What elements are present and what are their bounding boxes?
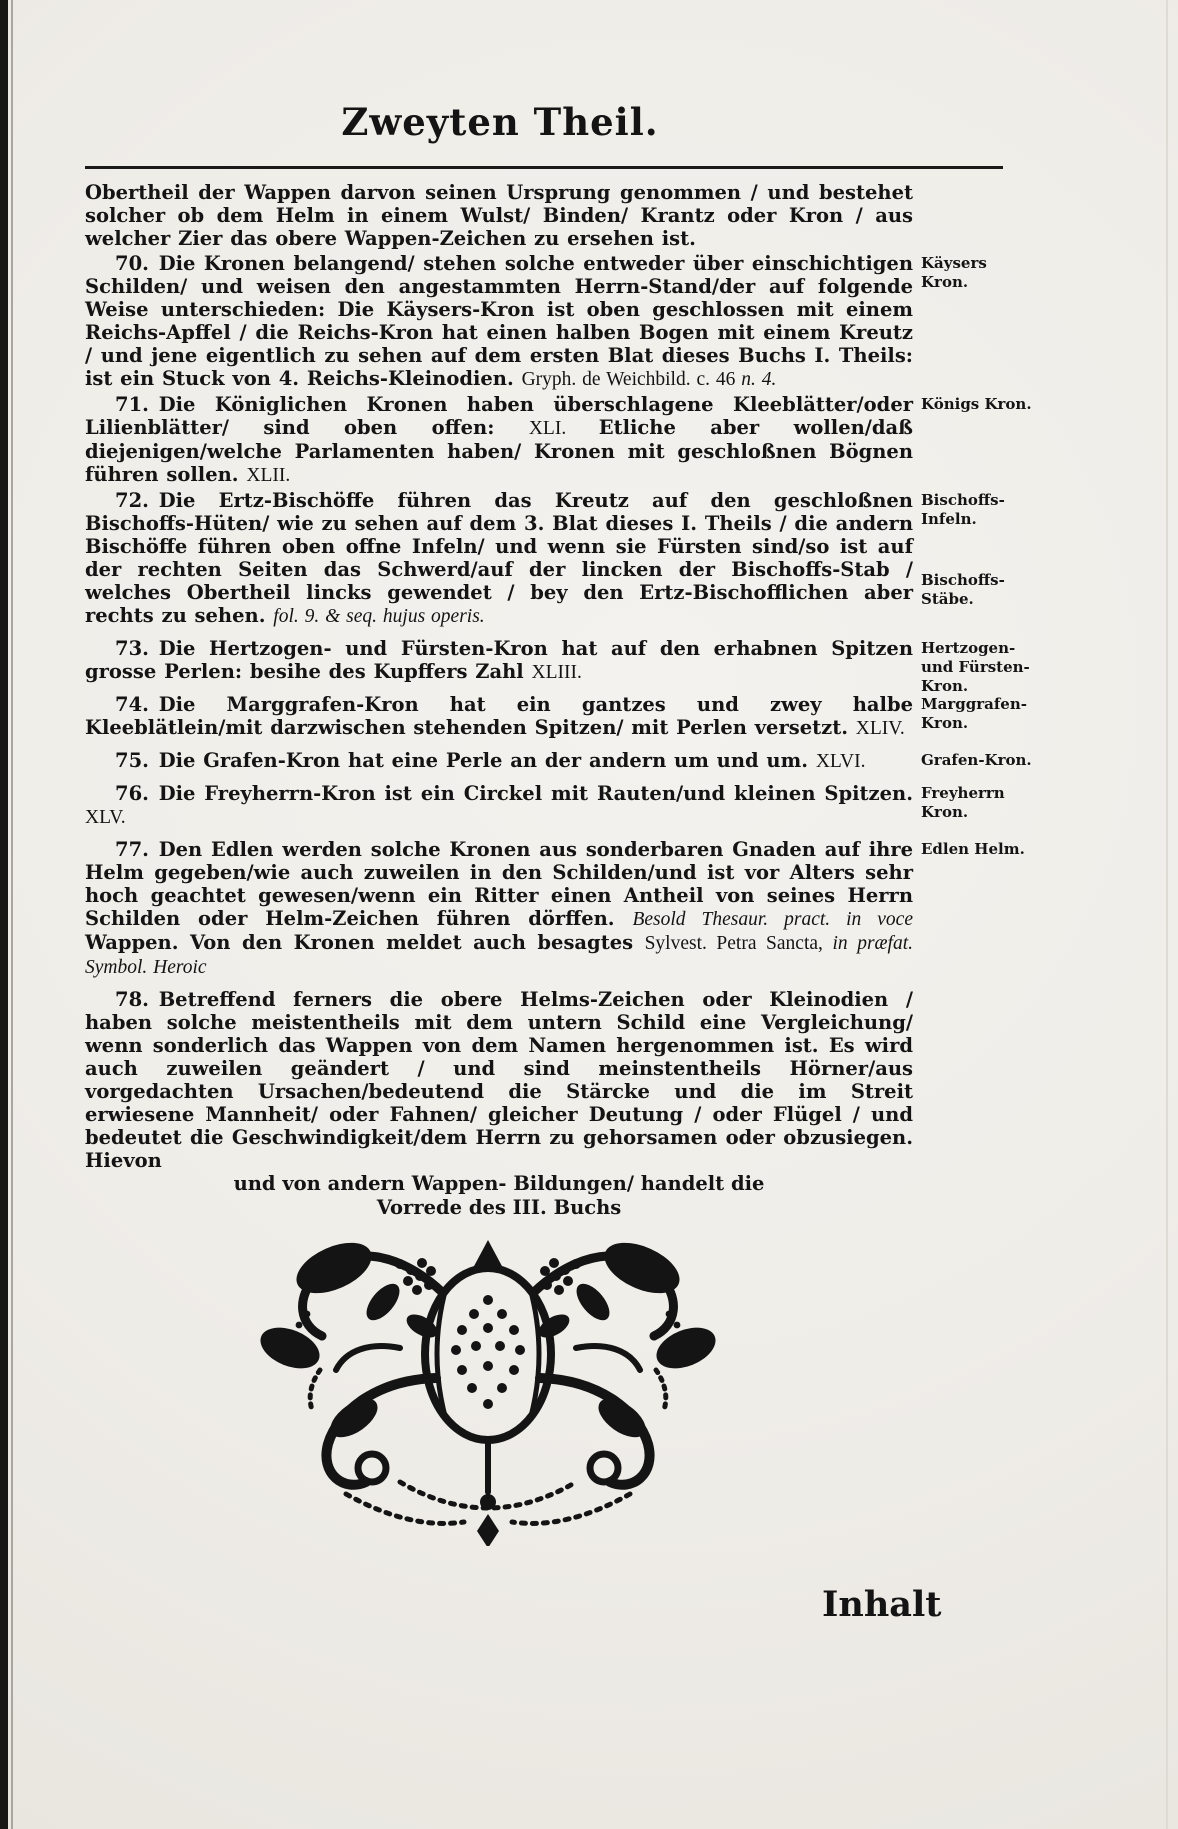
text-segment: XLI.: [528, 418, 599, 439]
text-segment: in præfat. Symbol. Heroic: [85, 933, 914, 978]
paragraph-text: [85, 252, 913, 391]
text-segment: XLV.: [85, 807, 126, 828]
catchword-inhalt: Inhalt: [822, 1584, 942, 1625]
paragraph-72: [85, 489, 1005, 628]
paragraph-73: [85, 637, 1030, 695]
paragraph-segments: [85, 838, 913, 978]
paragraph-text: [85, 393, 913, 487]
margin-note: Hertzogen- und Fürsten-Kron.: [921, 639, 1030, 695]
margin-notes: [921, 395, 1033, 414]
margin-notes: [921, 784, 1033, 822]
paragraph-segments: [85, 693, 913, 739]
margin-note: Grafen-Kron.: [921, 751, 1032, 769]
text-segment: XLII.: [246, 465, 291, 486]
paragraph-text: [85, 489, 913, 628]
paragraph-70: [85, 252, 987, 391]
paragraph-text: [85, 988, 913, 1172]
paragraph-number: 73.: [115, 637, 159, 660]
margin-note: Bischoffs-Stäbe.: [921, 571, 1005, 608]
paragraph-segments: [85, 782, 913, 828]
intro-paragraph: [85, 181, 913, 250]
text-segment: Die Königlichen Kronen haben überschlagene Kleeblätter/oder Lilienblätter/ sind oben offen:: [85, 393, 913, 439]
margin-notes: [921, 751, 1033, 770]
paragraph-78: [85, 988, 913, 1172]
paragraph-number: 78.: [115, 988, 159, 1011]
margin-note: Edlen Helm.: [921, 840, 1025, 858]
text-segment: Sylvest. Petra Sancta,: [644, 933, 833, 954]
paragraph-number: 74.: [115, 693, 159, 716]
margin-notes: [921, 491, 1033, 609]
paragraph-71: [85, 393, 1032, 487]
margin-notes: [921, 695, 1033, 733]
margin-notes: [921, 639, 1033, 696]
pomegranate-ornament: [250, 1230, 726, 1546]
text-segment: XLVI.: [815, 751, 866, 772]
text-segment: Etliche aber wollen/daß diejenigen/welche Parlamenten haben/ Kronen mit geschloßnen Bögnen führen sollen.: [85, 416, 913, 486]
text-segment: XLIII.: [531, 662, 582, 683]
paragraph-segments: [85, 988, 913, 1172]
text-segment: n. 4.: [741, 369, 777, 390]
margin-notes: [921, 840, 1033, 859]
paragraph-segments: [85, 489, 913, 627]
margin-note: Freyherrn Kron.: [921, 784, 1005, 821]
text-segment: Die Marggrafen-Kron hat ein gantzes und zwey halbe Kleeblätlein/mit darzwischen stehenden Spitzen/ mit Perlen versetzt.: [85, 693, 913, 739]
paragraph-text: [85, 693, 913, 740]
running-title: Zweyten Theil.: [341, 100, 659, 144]
text-segment: Gryph. de Weichbild. c. 46: [521, 369, 742, 390]
text-segment: fol. 9. & seq. hujus operis.: [273, 606, 485, 627]
book-gutter-shadow: [0, 0, 8, 1829]
closing-line-2: Vorrede des III. Buchs: [376, 1196, 622, 1219]
text-segment: Obertheil der Wappen darvon seinen Ursprung genommen / und bestehet solcher ob dem Helm in einem Wulst/ Binden/ Krantz oder Kron / aus welcher Zier das obere Wappen-Zeichen zu ersehen ist.: [85, 181, 913, 250]
text-segment: Die Freyherrn-Kron ist ein Circkel mit Rauten/und kleinen Spitzen.: [158, 782, 913, 805]
paragraph-number: 77.: [115, 838, 159, 861]
text-segment: Die Kronen belangend/ stehen solche entweder über einschichtigen Schilden/ und weisen den angestammten Herrn-Stand/der auf folgende Weise unterschieden: Die Käysers-Kron ist oben geschlossen mit einem Reichs-Apffel / die Reichs-Kron hat einen halben Bogen mit einem Kreutz / und jene eigentlich zu sehen auf dem ersten Blat dieses Buchs I. Theils: ist ein Stuck von 4. Reichs-Kleinodien.: [85, 252, 913, 390]
paragraph-number: 72.: [115, 489, 159, 512]
closing-line-1: und von andern Wappen- Bildungen/ handelt die: [233, 1172, 765, 1195]
text-segment: Die Hertzogen- und Fürsten-Kron hat auf den erhabnen Spitzen grosse Perlen: besihe des Kupffers Zahl: [85, 637, 913, 683]
paragraph-77: [85, 838, 1025, 979]
margin-note: Königs Kron.: [921, 395, 1032, 413]
margin-note: Käysers Kron.: [921, 254, 987, 291]
gutter-line: [11, 0, 13, 1829]
paragraph-segments: [85, 393, 913, 486]
margin-note: Marggrafen-Kron.: [921, 695, 1027, 732]
paragraph-76: [85, 782, 1005, 829]
text-segment: Wappen. Von den Kronen meldet auch besagtes: [85, 931, 645, 954]
paragraph-number: 76.: [115, 782, 159, 805]
paragraph-number: 70.: [115, 252, 159, 275]
text-column: [85, 181, 1032, 1220]
text-segment: Besold Thesaur. pract. in voce: [632, 909, 913, 930]
paragraph-number: 71.: [115, 393, 159, 416]
text-segment: Die Grafen-Kron hat eine Perle an der andern um und um.: [158, 749, 816, 772]
header-rule: [85, 166, 1003, 169]
text-segment: Den Edlen werden solche Kronen aus sonderbaren Gnaden auf ihre Helm gegeben/wie auch zuweilen in den Schilden/und ist vor Alters sehr hoch geachtet gewesen/wenn ein Ritter einen Antheil von seines Herrn Schilden oder Helm-Zeichen führen dörffen.: [85, 838, 913, 930]
paragraph-text: [85, 782, 913, 829]
paragraph-segments: [85, 637, 913, 683]
paragraph-text: [85, 838, 913, 979]
paragraph-text: [85, 637, 913, 684]
paragraph-text: [85, 749, 913, 773]
paragraph-segments: [85, 252, 913, 390]
page-edge-line: [1166, 0, 1168, 1829]
margin-notes: [921, 254, 1033, 292]
paragraph-75: [85, 749, 1032, 773]
text-segment: Betreffend ferners die obere Helms-Zeichen oder Kleinodien / haben solche meistentheils mit dem untern Schild eine Vergleichung/ wenn sonderlich das Wappen von dem Namen hergenommen ist. Es wird auch zuweilen geändert / und sind meinstentheils Hörner/aus vorgedachten Ursachen/bedeutend die Stärcke und die im Streit erwiesene Mannheit/ oder Fahnen/ gleicher Deutung / oder Flügel / und bedeutet die Geschwindigkeit/dem Herrn zu gehorsamen oder obzusiegen. Hievon: [85, 988, 913, 1172]
paragraph-number: 75.: [115, 749, 159, 772]
paragraph-74: [85, 693, 1027, 740]
text-segment: Die Ertz-Bischöffe führen das Kreutz auf den geschloßnen Bischoffs-Hüten/ wie zu sehen auf dem 3. Blat dieses I. Theils / die andern Bischöffe führen oben offne Infeln/ und wenn sie Fürsten sind/so ist auf der rechten Seiten das Schwerd/auf der lincken der Bischoffs-Stab / welches Obertheil lincks gewendet / bey den Ertz-Bischofflichen aber rechts zu sehen.: [85, 489, 913, 627]
text-segment: XLIV.: [855, 718, 905, 739]
margin-note: Bischoffs-Infeln.: [921, 491, 1005, 528]
body-paragraphs: [85, 252, 1032, 1172]
paragraph-segments: [159, 749, 866, 772]
